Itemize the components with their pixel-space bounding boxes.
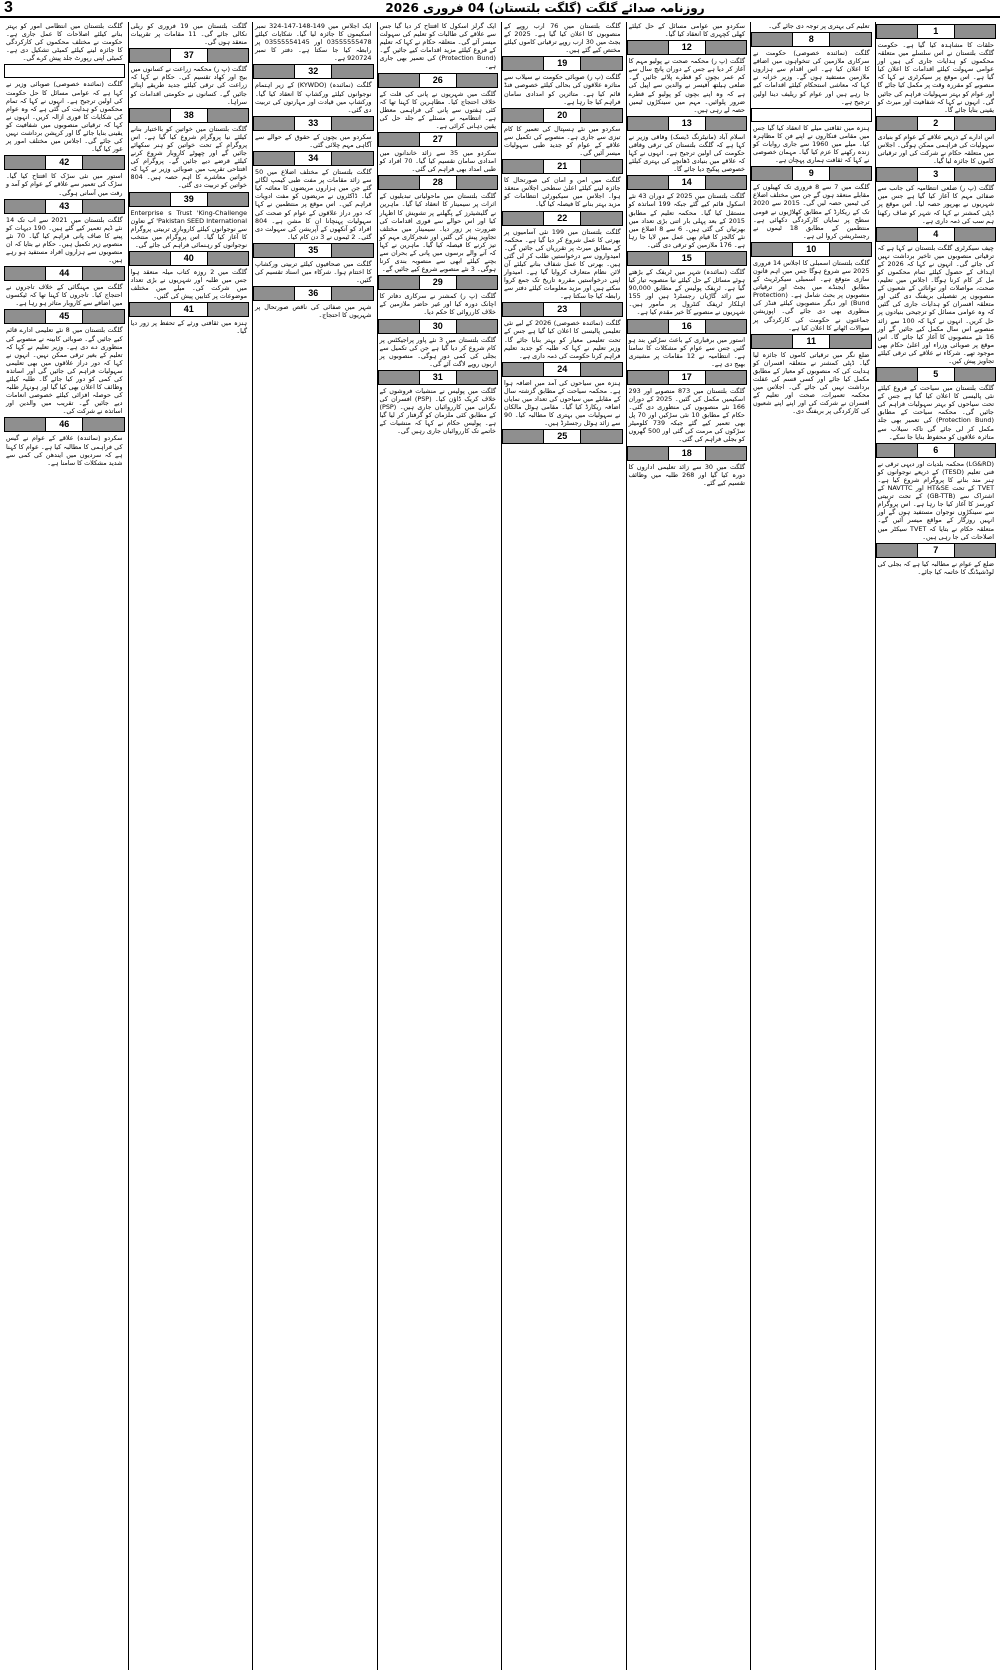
section-number-bar [4,155,125,170]
section-number: 43 [45,200,83,213]
news-article-text: گلگت بلتستان کے مختلف اضلاع میں 50 سے زائد مقامات پر مفت طبی کیمپ لگائے گئے جن میں ہزاروں مریضوں کا معائنہ کیا گیا۔ ڈاکٹروں نے مریضوں کو مفت ادویات فراہم کیں۔ اس موقع پر منتظمین نے کہا کہ دور دراز علاقوں کے عوام کو صحت کی سہولیات پہنچانا ان کا مشن ہے۔ 804 افراد کو آنکھوں کے آپریشن کی سہولت دی گئی۔ 2 ٹیموں نے 3 دن کام کیا۔ [252,168,372,241]
section-number: 35 [294,244,332,257]
section-number: 4 [917,228,955,241]
news-article-text: ہنزہ میں سیاحوں کی آمد میں اضافہ ہوا ہے۔ محکمہ سیاحت کے مطابق گزشتہ سال کے مقابلے میں سیاحوں کی تعداد میں نمایاں اضافہ ریکارڈ کیا گیا۔ مقامی ہوٹل مالکان نے سہولیات میں بہتری کا مطالبہ کیا۔ 90 سے زائد ہوٹل رجسٹرڈ ہیں۔ [501,378,621,428]
section-number: 18 [668,447,706,460]
section-number: 7 [917,544,955,557]
news-article-text: ہنزہ میں ثقافتی میلے کا انعقاد کیا گیا جس میں مقامی فنکاروں نے اپنے فن کا مظاہرہ کیا۔ میلے میں 1960 سے جاری روایات کو زندہ رکھنے کا عزم کیا گیا۔ مہمان خصوصی نے کہا کہ ثقافت ہماری پہچان ہے۔ [750,123,870,165]
section-number-bar [4,266,125,281]
section-number-bar [129,251,250,266]
news-article-text: گلگت بلتستان میں 3 نئے پاور پراجیکٹس پر کام شروع کر دیا گیا ہے جن کی تکمیل سے بجلی کی کمی دور ہوگی۔ منصوبوں پر اربوں روپے لاگت آئے گی۔ [377,335,496,368]
news-article-text: گلگت بلتستان میں 2025 کے دوران 43 نئے اسکول قائم کیے گئے جبکہ 199 اساتذہ کو مستقل کیا گیا۔ محکمہ تعلیم کے مطابق 2015 کے بعد پہلی بار اتنی بڑی تعداد میں بھرتیاں کی گئی ہیں۔ 6 سے 8 اضلاع میں نئے کالجز کا قیام بھی عمل میں لایا جا رہا ہے۔ 176 ملازمین کو ترقی دی گئی۔ [626,192,745,249]
news-article-text: ایک اجلاس میں 149-148-147-324 نمبر اسکیموں کا جائزہ لیا گیا۔ شکایات کیلئے 03555555478 اور 03555554145 پر رابطہ کیا جا سکتا ہے۔ دفتر کا نمبر 920724 ہے۔ [252,22,372,63]
section-number: 28 [419,176,457,189]
section-number-bar [4,199,125,214]
section-number: 8 [792,33,830,46]
section-number: 6 [917,444,955,457]
section-number-bar [253,243,374,258]
section-number-bar [876,116,997,131]
section-number-bar [502,429,623,444]
section-number-bar [253,116,374,131]
news-article-text: اسلام آباد (مانیٹرنگ ڈیسک) وفاقی وزیر نے کہا ہے کہ گلگت بلتستان کی ترقی وفاقی حکومت کی اولین ترجیح ہے۔ انہوں نے کہا کہ علاقے میں بنیادی ڈھانچے کی بہتری کیلئے خصوصی پیکیج دیا جائے گا۔ [626,132,745,174]
section-number-bar [502,362,623,377]
news-article-text: گلگت بلتستان میں ماحولیاتی تبدیلیوں کے اثرات پر سیمینار کا انعقاد کیا گیا۔ ماہرین نے گلیشیئرز کے پگھلنے پر تشویش کا اظہار کیا اور اس حوالے سے فوری اقدامات کی ضرورت پر زور دیا۔ سیمینار میں مختلف تجاویز پیش کی گئیں اور شجرکاری مہم کو تیز کرنے کا فیصلہ کیا گیا۔ ماہرین نے کہا کہ آنے والے برسوں میں پانی کے بحران سے بچنے کیلئے ابھی سے منصوبہ بندی کرنا ہوگی۔ 3 نئے منصوبے شروع کیے جائیں گے۔ [377,192,496,274]
section-number-bar [876,443,997,458]
section-number: 16 [668,320,706,333]
section-number-bar [129,48,250,63]
section-number-bar [502,56,623,71]
section-number: 31 [419,371,457,384]
news-article-text: حلقات کا مشاہدہ کیا گیا ہے۔ حکومت گلگت بلتستان نے اس سلسلے میں متعلقہ محکموں کو ہدایات جاری کی ہیں اور عوامی سہولت کیلئے اقدامات کا اعلان کیا گیا ہے۔ اس موقع پر سیکرٹری نے کہا کہ منصوبے کو مقررہ وقت پر مکمل کیا جائے گا اور عوام کو بہتر سہولیات فراہم کی جائیں گی۔ انہوں نے کہا کہ شفافیت اور میرٹ کو یقینی بنایا جائے گا۔ [875,41,994,114]
section-number: 24 [543,363,581,376]
section-number-bar [378,175,499,190]
news-article-text: گلگت (نمائندہ خصوصی) حکومت نے سرکاری ملازمین کی تنخواہوں میں اضافے کا اعلان کیا ہے۔ اس اقدام سے ہزاروں ملازمین مستفید ہوں گے۔ وزیر خزانہ نے کہا کہ معاشی استحکام کیلئے اقدامات کیے جا رہے ہیں اور عوام کو ریلیف دینا اولین ترجیح ہے۔ [750,49,870,106]
masthead [0,0,1000,18]
section-number: 41 [170,303,208,316]
section-number-bar [751,334,872,349]
news-article-text: گلگت (پ ر) کمشنر نے سرکاری دفاتر کا اچانک دورہ کیا اور غیر حاضر ملازمین کے خلاف کارروائی کا حکم دیا۔ [377,292,496,317]
news-article-text: سکردو میں 35 سے زائد خاندانوں میں امدادی سامان تقسیم کیا گیا۔ 70 افراد کو طبی امداد بھی فراہم کی گئی۔ [377,149,497,174]
news-article-text: گلگت میں امن و امان کی صورتحال کا جائزہ لینے کیلئے اعلیٰ سطحی اجلاس منعقد ہوا۔ اجلاس میں سیکیورٹی انتظامات کو مزید بہتر بنانے کا فیصلہ کیا گیا۔ [501,176,621,209]
section-number: 10 [792,243,830,256]
section-number: 34 [294,152,332,165]
news-column-5 [377,22,499,1670]
section-number: 23 [543,303,581,316]
section-number: 44 [45,267,83,280]
column-spacer [751,415,872,1670]
news-article-text: استور میں برفباری کے باعث سڑکیں بند ہو گئیں جس سے عوام کو مشکلات کا سامنا ہے۔ انتظامیہ نے 12 مقامات پر مشینری بھیج دی ہے۔ [626,335,745,368]
column-spacer [253,319,374,1670]
news-article-text: گلگت (نمائندہ) شہر میں ٹریفک کے بڑھتے ہوئے مسائل کے حل کیلئے نیا منصوبہ تیار کیا گیا ہے۔ ٹریفک پولیس کے مطابق 90,000 سے زائد گاڑیاں رجسٹرڈ ہیں اور 155 اہلکار ٹریفک کنٹرول پر مامور ہیں۔ شہریوں نے منصوبے کا خیر مقدم کیا ہے۔ [626,267,745,317]
section-number-bar [876,367,997,382]
news-article-text: گلگت (پ ر) ضلعی انتظامیہ کی جانب سے صفائی مہم کا آغاز کیا گیا ہے جس میں شہریوں نے بھرپور حصہ لیا۔ اس موقع پر ڈپٹی کمشنر نے کہا کہ شہر کو صاف رکھنا ہم سب کی ذمہ داری ہے۔ [875,184,994,225]
section-number-bar [253,286,374,301]
section-number: 22 [543,212,581,225]
section-number-bar [627,370,748,385]
news-article-text: گلگت میں صحافیوں کیلئے تربیتی ورکشاپ کا اختتام ہوا۔ شرکاء میں اسناد تقسیم کی گئیں۔ [252,259,372,285]
empty-header-strip [4,64,125,78]
news-article-text: گلگت بلتستان میں 873 منصوبے اور 293 اسکیمیں مکمل کی گئیں۔ 2025 کے دوران 166 نئے منصوبوں کی منظوری دی گئی۔ حکام کے مطابق 10 نئی سڑکیں اور 70 پل بھی تعمیر کیے گئے جبکہ 739 کلومیٹر سڑکوں کی مرمت کی گئی اور 500 گھروں کو بجلی فراہم کی گئی۔ [626,386,745,444]
section-number-bar [129,302,250,317]
section-number: 38 [170,109,208,122]
section-number: 13 [668,117,706,130]
news-article-text: (LG&RD) محکمہ بلدیات اور دیہی ترقی نے فنی تعلیم (TESD) کے ذریعے نوجوانوں کو ہنر مند بنانے کا پروگرام شروع کیا ہے۔ TVET کے تحت HT&SE اور NAVTTC کے اشتراک سے (GB-TTB) کے تحت تربیتی کورسز کا آغاز کیا جا رہا ہے۔ اس پروگرام سے سینکڑوں نوجوان مستفید ہوں گے اور انہیں روزگار کے مواقع میسر آئیں گے۔ متعلقہ حکام نے بتایا کہ TVET سیکٹر میں اصلاحات کی جا رہی ہیں۔ [875,459,995,541]
news-article-text: گلگت میں 2 روزہ کتاب میلہ منعقد ہوا جس میں طلبہ اور شہریوں نے بڑی تعداد میں شرکت کی۔ میلے میں مختلف موضوعات پر کتابیں پیش کی گئیں۔ [128,267,247,301]
section-number-bar [378,73,499,88]
empty-header-strip [751,108,872,122]
section-number: 40 [170,252,208,265]
section-number-bar [378,275,499,290]
section-number-bar [378,370,499,385]
section-number-bar [627,446,748,461]
section-number: 29 [419,276,457,289]
section-number-bar [253,64,374,79]
section-number-bar [751,166,872,181]
news-article-text: گلگت بلتستان میں خواتین کو بااختیار بنانے کیلئے نیا پروگرام شروع کیا گیا ہے۔ اس پروگرام کے تحت خواتین کو ہنر سکھائے جائیں گے اور چھوٹے کاروبار شروع کرنے کیلئے قرضے دیے جائیں گے۔ پروگرام کی افتتاحی تقریب میں صوبائی وزیر نے کہا کہ خواتین معاشرے کا اہم حصہ ہیں۔ 804 خواتین کو تربیت دی گئی۔ [128,124,247,190]
news-article-text: گلگت بلتستان اسمبلی کا اجلاس 14 فروری 2025 سے شروع ہوگا جس میں اہم قانون سازی متوقع ہے۔ اسمبلی سیکرٹریٹ کے مطابق ایجنڈے میں بجٹ اور ترقیاتی منصوبوں پر بحث شامل ہے۔ (Protection Bund) اور دیگر منصوبوں کیلئے فنڈز کی منظوری بھی دی جائے گی۔ اپوزیشن جماعتوں نے حکومت کی کارکردگی پر سوالات اٹھانے کا اعلان کیا ہے۔ [750,258,870,332]
section-number-bar [378,319,499,334]
news-article-text: شہر میں صفائی کی ناقص صورتحال پر شہریوں کا احتجاج۔ [252,303,372,320]
news-article-text: استور میں نئی سڑک کا افتتاح کیا گیا۔ سڑک کی تعمیر سے علاقے کے عوام کو آمد و رفت میں آسانی ہوگی۔ [4,172,123,197]
column-spacer [876,576,997,1670]
column-spacer [129,336,250,1670]
section-number: 37 [170,49,208,62]
section-number-bar [627,319,748,334]
section-number-bar [627,40,748,55]
news-article-text: Enterprise s Trust 'King-Challenge Pakistan SEED International' کے تعاون سے نوجوانوں کیلئے کاروباری تربیتی پروگرام کا آغاز کیا گیا۔ اس پروگرام میں منتخب نوجوانوں کو رہنمائی فراہم کی جائے گی۔ [128,208,247,249]
news-article-text: ضلع نگر میں ترقیاتی کاموں کا جائزہ لیا گیا۔ ڈپٹی کمشنر نے متعلقہ افسران کو ہدایت کی کہ منصوبوں کو معیار کے مطابق مکمل کیا جائے اور کسی قسم کی غفلت برداشت نہیں کی جائے گی۔ اجلاس میں محکمہ تعمیرات، صحت اور تعلیم کے افسران نے شرکت کی اور اپنے اپنے شعبوں کی کارکردگی پر بریفنگ دی۔ [750,350,870,416]
news-article-text: ضلع کے عوام نے مطالبہ کیا ہے کہ بجلی کی لوڈشیڈنگ کا خاتمہ کیا جائے۔ [875,559,994,576]
news-article-text: گلگت (پ ر) محکمہ زراعت نے کسانوں میں بیج اور کھاد تقسیم کی۔ حکام نے کہا کہ زراعت کی ترقی کیلئے جدید طریقے اپنائے جائیں گے۔ کسانوں نے حکومتی اقدامات کو سراہا۔ [128,65,247,106]
section-number-bar [253,151,374,166]
section-number-bar [876,24,997,39]
news-column-3 [626,22,748,1670]
news-column-1 [875,22,997,1670]
section-number: 39 [170,193,208,206]
section-number: 30 [419,320,457,333]
section-number: 26 [419,74,457,87]
news-article-text: گلگت میں مہنگائی کے خلاف تاجروں نے احتجاج کیا۔ تاجروں کا کہنا تھا کہ ٹیکسوں میں اضافے سے کاروبار متاثر ہو رہا ہے۔ [4,283,123,308]
news-column-7 [128,22,250,1670]
news-article-text: سکردو میں بچوں کے حقوق کے حوالے سے آگاہی مہم چلائی گئی۔ [252,132,372,149]
section-number: 32 [294,65,332,78]
section-number-bar [129,108,250,123]
news-article-text: سکردو میں نئے ہسپتال کی تعمیر کا کام تیزی سے جاری ہے۔ منصوبے کی تکمیل سے علاقے کے عوام کو جدید طبی سہولیات میسر آئیں گی۔ [501,124,621,158]
news-article-text: گلگت بلتستان میں 2021 سے اب تک 14 نئے ڈیم تعمیر کیے گئے ہیں۔ 190 دیہات کو پینے کا صاف پانی فراہم کیا گیا۔ 70 نئے منصوبے زیر تکمیل ہیں۔ حکام نے بتایا کہ ان منصوبوں سے ہزاروں افراد مستفید ہو رہے ہیں۔ [4,215,123,265]
section-number: 17 [668,371,706,384]
section-number: 11 [792,335,830,348]
news-article-text: گلگت (نمائندہ) (KYWDO) کے زیر اہتمام نوجوانوں کیلئے ورکشاپ کا انعقاد کیا گیا۔ ورکشاپ میں قیادت اور مہارتوں کی تربیت دی گئی۔ [252,81,372,114]
news-article-text: گلگت میں 30 سے زائد تعلیمی اداروں کا دورہ کیا گیا اور 268 طلبہ میں وظائف تقسیم کیے گئے۔ [626,462,746,487]
section-number-bar [876,167,997,182]
column-spacer [378,435,499,1670]
news-article-text: چیف سیکرٹری گلگت بلتستان نے کہا ہے کہ ترقیاتی منصوبوں میں تاخیر برداشت نہیں کی جائے گی۔ انہوں نے کہا کہ 2026 کے اہداف کے حصول کیلئے تمام محکموں کو مل کر کام کرنا ہوگا۔ اجلاس میں تعلیم، صحت، مواصلات اور توانائی کے شعبوں کے منصوبوں پر تفصیلی بریفنگ دی گئی اور متعلقہ افسران کو ہدایات جاری کی گئیں کہ وہ عوامی مسائل کو ترجیحی بنیادوں پر حل کریں۔ انہوں نے کہا کہ 100 سے زائد منصوبے اس سال مکمل کیے جائیں گے اور 16 نئے منصوبوں کا آغاز کیا جائے گا۔ اس موقع پر صوبائی وزراء اور اعلیٰ حکام بھی موجود تھے۔ شرکاء نے علاقے کی ترقی کیلئے تجاویز پیش کیں۔ [875,243,994,365]
section-number: 19 [543,57,581,70]
section-number: 21 [543,160,581,173]
section-number-bar [129,192,250,207]
section-number: 5 [917,368,955,381]
news-article-text: گلگت بلتستان میں 19 فروری کو ریلی نکالی جائے گی۔ 11 مقامات پر تقریبات منعقد ہوں گی۔ [128,22,247,47]
news-article-text: گلگت بلتستان میں 76 ارب روپے کے منصوبوں کا اعلان کیا گیا ہے۔ 2025 کے بجٹ میں 30 ارب روپے ترقیاتی کاموں کیلئے مختص کیے گئے ہیں۔ [501,22,621,55]
section-number-bar [751,242,872,257]
section-number-bar [378,132,499,147]
news-article-text: ہنزہ میں ثقافتی ورثے کے تحفظ پر زور دیا گیا۔ [128,319,247,336]
section-number-bar [876,227,997,242]
news-article-text: گلگت میں 7 سے 8 فروری تک کھیلوں کے مقابلے منعقد ہوں گے جن میں مختلف اضلاع کی ٹیمیں حصہ لیں گی۔ 2015 سے 2020 تک کے ریکارڈ کے مطابق کھلاڑیوں نے قومی سطح پر نمایاں کارکردگی دکھائی ہے۔ منتظمین کے مطابق 18 ٹیموں نے رجسٹریشن کروا لی ہے۔ [750,183,870,240]
news-article-text: گلگت (پ ر) صوبائی حکومت نے سیلاب سے متاثرہ علاقوں کی بحالی کیلئے خصوصی فنڈ قائم کیا ہے۔ متاثرین کو امدادی سامان فراہم کیا جا رہا ہے۔ [501,73,621,106]
news-article-text: گلگت بلتستان میں 8 نئے تعلیمی ادارے قائم کیے جائیں گے۔ صوبائی کابینہ نے منصوبے کی منظوری دے دی ہے۔ وزیر تعلیم نے کہا کہ تعلیم کے بغیر ترقی ممکن نہیں۔ انہوں نے کہا کہ دور دراز علاقوں میں بھی تعلیمی سہولیات فراہم کی جائیں گی اور اساتذہ کی کمی کو دور کیا جائے گا۔ طلبہ کیلئے وظائف کا اعلان بھی کیا گیا اور ہونہار طلبہ کی حوصلہ افزائی کیلئے خصوصی انعامات دیے جائیں گے۔ تقریب میں والدین اور اساتذہ نے شرکت کی۔ [4,326,123,416]
section-number: 46 [45,418,83,431]
masthead-title: روزنامہ صدائے گلگت (گلگت بلتستان) 04 فروری 2026 [385,1,705,15]
section-number-bar [876,543,997,558]
section-number-bar [502,159,623,174]
news-article-text: سکردو (نمائندہ) علاقے کے عوام نے گیس کی فراہمی کا مطالبہ کیا ہے۔ عوام کا کہنا ہے کہ سردیوں میں ایندھن کی کمی سے شدید مشکلات کا سامنا ہے۔ [4,434,123,467]
column-grid [4,22,996,1670]
section-number-bar [502,302,623,317]
section-number: 15 [668,252,706,265]
section-number-bar [751,32,872,47]
news-article-text: ایک گرلز اسکول کا افتتاح کر دیا گیا جس سے علاقے کی طالبات کو تعلیم کی سہولت میسر آئے گی۔ متعلقہ حکام نے کہا کہ تعلیم کے فروغ کیلئے مزید اقدامات کیے جائیں گے۔ (Protection Bund) کی تعمیر بھی جاری ہے۔ [377,22,496,71]
column-spacer [627,487,748,1670]
section-number: 12 [668,41,706,54]
news-article-text: گلگت بلتستان میں سیاحت کے فروغ کیلئے نئی پالیسی کا اعلان کیا گیا ہے جس کے تحت سیاحوں کو بہتر سہولیات فراہم کی جائیں گی۔ محکمہ سیاحت کے مطابق (Protection Bund) کی تعمیر بھی جلد مکمل کر لی جائے گی تاکہ سیلاب سے متاثرہ علاقوں کو محفوظ بنایا جا سکے۔ [875,384,994,441]
section-number-bar [627,175,748,190]
section-number: 25 [543,430,581,443]
news-article-text: گلگت (نمائندہ خصوصی) 2026 کے لیے نئی تعلیمی پالیسی کا اعلان کیا گیا ہے جس کے تحت تعلیمی معیار کو بہتر بنایا جائے گا۔ وزیر تعلیم نے کہا کہ طلبہ کو جدید تعلیم فراہم کرنا حکومت کی ذمہ داری ہے۔ [501,319,621,360]
section-number-bar [4,309,125,324]
section-number: 14 [668,176,706,189]
page-number: 3 [4,0,13,16]
section-number: 45 [45,310,83,323]
news-column-4 [501,22,623,1670]
section-number: 2 [917,117,955,130]
news-article-text: گلگت میں شہریوں نے پانی کی قلت کے خلاف احتجاج کیا۔ مظاہرین کا کہنا تھا کہ کئی ہفتوں سے پانی کی فراہمی معطل ہے۔ انتظامیہ نے مسئلے کے جلد حل کی یقین دہانی کرائی ہے۔ [377,89,496,130]
section-number: 36 [294,287,332,300]
section-number-bar [627,116,748,131]
section-number: 42 [45,156,83,169]
news-article-text: گلگت میں پولیس نے منشیات فروشوں کے خلاف کریک ڈاؤن کیا۔ (PSP) افسران کی نگرانی میں کارروائیاں جاری ہیں۔ (PSP) کے مطابق کئی ملزمان کو گرفتار کر لیا گیا ہے۔ پولیس حکام نے کہا کہ منشیات کے خاتمے تک کارروائیاں جاری رہیں گی۔ [377,386,497,436]
news-column-2 [750,22,872,1670]
section-number-bar [502,211,623,226]
section-number: 1 [917,25,955,38]
news-article-text: گلگت (نمائندہ خصوصی) صوبائی وزیر نے کہا ہے کہ عوامی مسائل کا حل حکومت کی اولین ترجیح ہے۔ انہوں نے کہا کہ تمام محکموں کو ہدایت کی گئی ہے کہ وہ عوام کی شکایات کا فوری ازالہ کریں۔ انہوں نے کہا کہ ترقیاتی منصوبوں میں شفافیت کو یقینی بنایا جائے گا اور کرپشن برداشت نہیں کی جائے گی۔ اجلاس میں مختلف امور پر غور کیا گیا۔ [4,80,123,154]
column-spacer [4,467,125,1670]
section-number-bar [627,251,748,266]
news-article-text: تعلیم کی بہتری پر توجہ دی جائے گی۔ [768,22,870,30]
section-number-bar [4,417,125,432]
news-article-text: سکردو میں عوامی مسائل کے حل کیلئے کھلی کچہری کا انعقاد کیا گیا۔ [626,22,745,39]
section-number: 3 [917,168,955,181]
section-number: 27 [419,133,457,146]
section-number: 20 [543,109,581,122]
news-article-text: گلگت (پ ر) محکمہ صحت نے پولیو مہم کا آغاز کر دیا ہے جس کے دوران پانچ سال سے کم عمر بچوں کو قطرے پلائے جائیں گے۔ ضلعی ہیلتھ آفیسر نے والدین سے اپیل کی ہے کہ وہ اپنے بچوں کو پولیو کے قطرے ضرور پلوائیں۔ مہم میں سینکڑوں ٹیمیں حصہ لے رہی ہیں۔ [626,57,745,114]
section-number: 33 [294,117,332,130]
news-article-text: اس ادارے کے ذریعے علاقے کے عوام کو بنیادی سہولیات کی فراہمی ممکن ہوگی۔ اجلاس میں متعلقہ حکام نے شرکت کی اور ترقیاتی کاموں کا جائزہ لیا گیا۔ [875,132,994,166]
section-number-bar [502,108,623,123]
news-article-text: گلگت بلتستان میں انتظامی امور کو بہتر بنانے کیلئے اصلاحات کا عمل جاری ہے۔ حکومت نے مختلف محکموں کی کارکردگی کا جائزہ لینے کیلئے کمیٹی تشکیل دی ہے۔ کمیٹی اپنی رپورٹ جلد پیش کرے گی۔ [4,22,123,63]
news-column-6 [252,22,374,1670]
news-article-text: گلگت بلتستان میں 199 نئی آسامیوں پر بھرتی کا عمل شروع کر دیا گیا ہے۔ محکمہ کے مطابق میرٹ پر تقرریاں کی جائیں گی۔ امیدواروں سے درخواستیں طلب کر لی گئی ہیں۔ بھرتی کا عمل شفاف بنانے کیلئے آن لائن نظام متعارف کروایا گیا ہے۔ امیدوار اپنی درخواستیں مقررہ تاریخ تک جمع کروا سکتے ہیں اور مزید معلومات کیلئے دفتر سے رابطہ کیا جا سکتا ہے۔ [501,227,621,301]
news-column-8 [4,22,125,1670]
section-number: 9 [792,167,830,180]
